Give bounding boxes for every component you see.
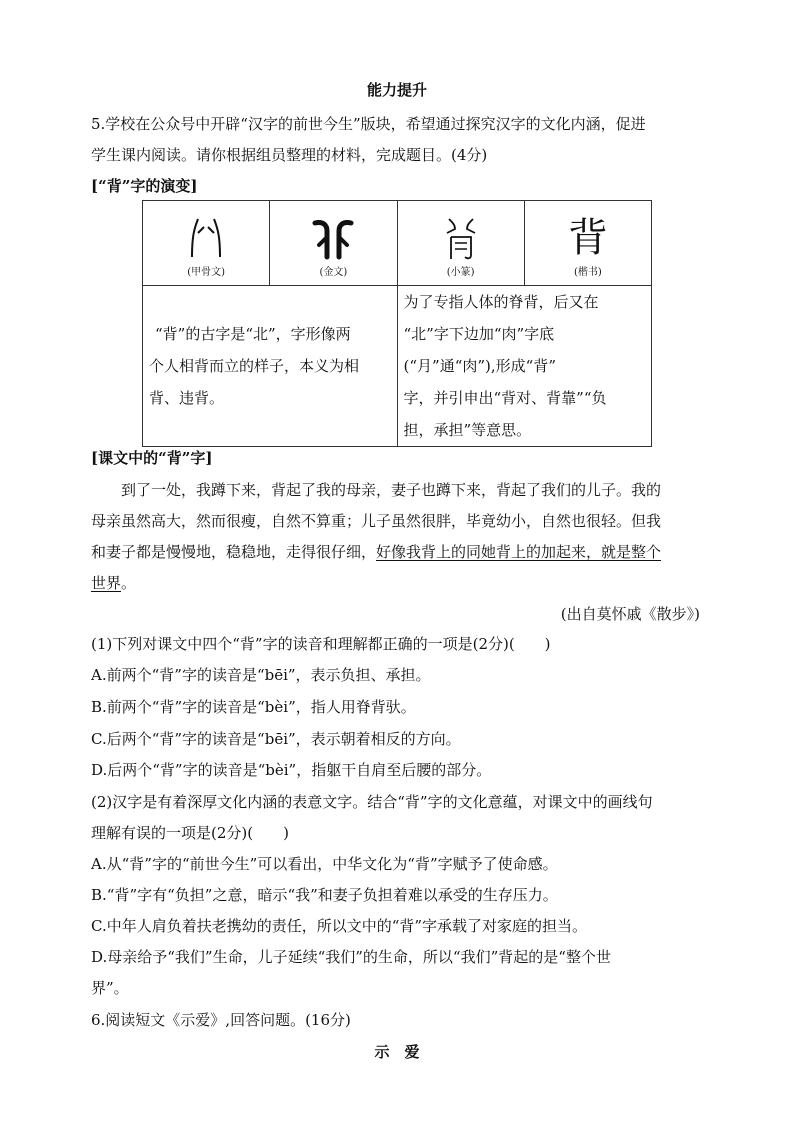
- bronze-cell: [270, 201, 397, 286]
- underlined-sentence-part-2: 世界: [91, 574, 122, 592]
- sub2-option-d: D.母亲给予“我们”生命，儿子延续“我们”的生命，所以“我们”背起的是“整个世: [91, 948, 611, 966]
- evolution-left-description: [143, 286, 398, 447]
- regular-script-cell: [524, 201, 651, 286]
- text-section-heading: [课文中的“背”字]: [91, 449, 213, 467]
- evolution-heading: [“背”字的演变]: [91, 177, 198, 195]
- small-seal-caption: (小篆): [446, 266, 475, 278]
- sub1-stem: (1)下列对课文中四个“背”字的读音和理解都正确的一项是(2分)( ): [91, 635, 551, 653]
- sub2-option-d-cont: 界”。: [91, 979, 129, 997]
- sub2-option-b: B.“背”字有“负担”之意，暗示“我”和妻子负担着难以承受的生存压力。: [91, 886, 558, 904]
- q6-title: 示 爱: [374, 1043, 420, 1061]
- passage-line-2: 母亲虽然高大，然而很瘦，自然不算重；儿子虽然很胖，毕竟幼小，自然也很轻。但我: [91, 512, 662, 530]
- evolution-right-description: [397, 286, 652, 447]
- sub2-option-a: A.从“背”字的“前世今生”可以看出，中华文化为“背”字赋予了使命感。: [91, 855, 558, 873]
- sub2-stem-line1: (2)汉字是有着深厚文化内涵的表意文字。结合“背”字的文化意蕴，对课文中的画线句: [91, 793, 653, 811]
- passage-line-4: [91, 573, 136, 593]
- right-desc-line-1: 为了专指人体的脊背，后又在: [403, 293, 599, 311]
- regular-script-caption: (楷书): [573, 266, 602, 278]
- bronze-glyph-icon: [309, 215, 357, 261]
- passage-line-4-end: 。: [121, 574, 137, 592]
- q6-stem: 6.阅读短文《示爱》,回答问题。(16分): [91, 1011, 351, 1029]
- sub1-option-d: D.后两个“背”字的读音是“bèi”，指躯干自肩至后腰的部分。: [91, 761, 492, 779]
- sub2-stem-line2: 理解有误的一项是(2分)( ): [91, 824, 289, 842]
- q5-stem-line2: 学生课内阅读。请你根据组员整理的材料，完成题目。(4分): [91, 146, 488, 164]
- sub1-option-c: C.后两个“背”字的读音是“bēi”，表示朝着相反的方向。: [91, 730, 461, 748]
- oracle-bone-cell: [143, 201, 270, 286]
- right-desc-line-5: 担，承担”等意思。: [403, 421, 532, 439]
- right-desc-line-2: “北”字下边加“肉”字底: [403, 325, 555, 343]
- right-desc-line-3: (“月”通“肉”),形成“背”: [403, 357, 556, 375]
- passage-line-1: 到了一处，我蹲下来，背起了我的母亲，妻子也蹲下来，背起了我们的儿子。我的: [121, 481, 662, 499]
- oracle-bone-glyph-icon: [182, 215, 230, 261]
- sub1-option-a: A.前两个“背”字的读音是“bēi”，表示负担、承担。: [91, 666, 431, 684]
- left-desc-line-3: 背、违背。: [149, 389, 225, 407]
- left-desc-line-1: “背”的古字是“北”，字形像两: [155, 325, 351, 343]
- small-seal-glyph-icon: [437, 215, 485, 261]
- right-desc-line-4: 字，并引申出“背对、背靠”“负: [403, 389, 607, 407]
- oracle-bone-caption: (甲骨文): [187, 266, 226, 278]
- q5-stem-line1: 5.学校在公众号中开辟“汉字的前世今生”版块，希望通过探究汉字的文化内涵，促进: [91, 115, 646, 133]
- sub1-option-b: B.前两个“背”字的读音是“bèi”，指人用脊背驮。: [91, 698, 416, 716]
- passage-line-3: [91, 542, 661, 562]
- passage-line-3-plain: 和妻子都是慢慢地，稳稳地，走得很仔细，: [91, 543, 377, 561]
- bronze-caption: (金文): [319, 266, 348, 278]
- underlined-sentence-part-1: 好像我背上的同她背上的加起来，就是整个: [376, 543, 662, 561]
- evolution-table: [142, 200, 652, 447]
- left-desc-line-2: 个人相背而立的样子，本义为相: [149, 357, 360, 375]
- section-title: 能力提升: [366, 81, 427, 99]
- regular-script-glyph-icon: 背: [567, 214, 608, 261]
- passage-source: (出自莫怀戚《散步》): [560, 605, 700, 623]
- sub2-option-c: C.中年人肩负着扶老携幼的责任，所以文中的“背”字承载了对家庭的担当。: [91, 917, 588, 935]
- small-seal-cell: [397, 201, 524, 286]
